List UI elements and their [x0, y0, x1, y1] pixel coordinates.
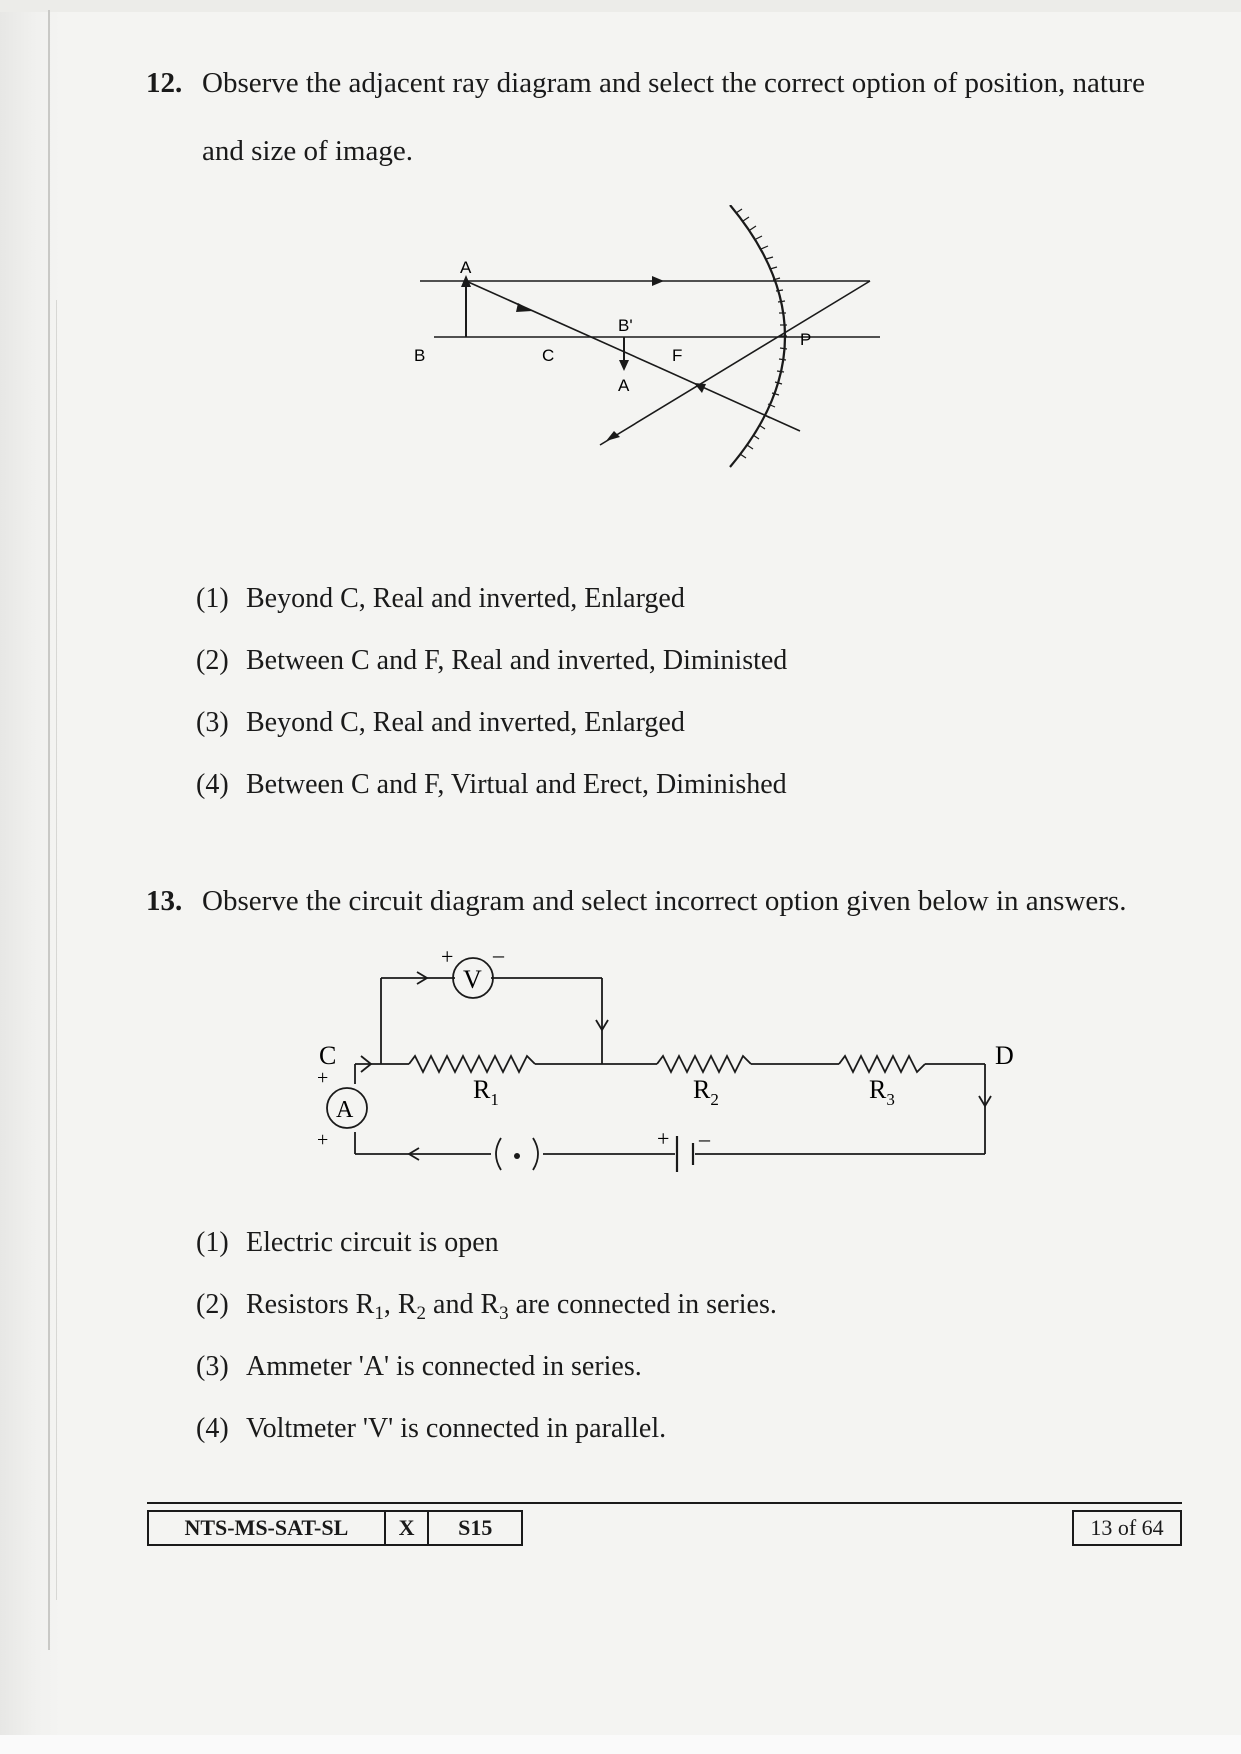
r1-label	[473, 1075, 499, 1109]
q13-option-2-sub2: 2	[416, 1303, 427, 1324]
label-image-top: B'	[618, 316, 633, 335]
key-bracket-left	[496, 1138, 501, 1170]
question-12-text-line1: Observe the adjacent ray diagram and select the correct option of position, nature	[202, 67, 1145, 99]
r2-subscript: 2	[710, 1090, 719, 1109]
question-12-text-line2: and size of image.	[202, 135, 413, 167]
label-object-base: B	[414, 346, 426, 365]
q13-option-1-number: (1)	[196, 1227, 229, 1258]
q13-option-3	[196, 1350, 642, 1384]
q12-option-1-number: (1)	[196, 583, 229, 614]
ray-arrow-return	[694, 383, 706, 393]
q13-option-1-text: Electric circuit is open	[246, 1227, 499, 1258]
image-arrowhead	[619, 360, 629, 371]
q12-option-2	[196, 644, 787, 678]
r3-subscript: 3	[886, 1090, 895, 1109]
resistor-r3	[839, 1056, 925, 1072]
scan-top-edge	[0, 0, 1241, 12]
q13-option-2-text-d: are connected in series.	[508, 1289, 777, 1320]
q13-option-2-text-a: Resistors R	[246, 1289, 375, 1320]
key-dot	[514, 1153, 520, 1159]
footer-set: S15	[458, 1515, 493, 1540]
q12-option-3	[196, 706, 685, 740]
footer-paper-code: NTS-MS-SAT-SL	[149, 1512, 386, 1544]
footer-page-number: 13 of 64	[1090, 1515, 1164, 1540]
scan-bottom-edge	[0, 1735, 1241, 1754]
scan-fold-line	[48, 10, 50, 1650]
ray-arrow-reflected	[606, 431, 620, 441]
r3-label	[869, 1075, 895, 1109]
voltmeter-minus: –	[493, 942, 504, 967]
ray-arrow-right	[652, 276, 664, 286]
footer-rule	[147, 1502, 1182, 1504]
q12-option-4-text: Between C and F, Virtual and Erect, Diminished	[246, 769, 787, 800]
label-pole: P	[800, 330, 812, 349]
question-13-number: 13.	[146, 885, 183, 917]
r1-subscript: 1	[490, 1090, 499, 1109]
point-d-label: D	[995, 1041, 1014, 1070]
q12-option-3-number: (3)	[196, 707, 229, 738]
q13-option-2	[196, 1288, 777, 1322]
r3-letter: R	[869, 1075, 887, 1104]
resistor-r2	[657, 1056, 751, 1072]
q12-option-1	[196, 582, 685, 616]
question-13-text-line1: Observe the circuit diagram and select incorrect option given below in answers.	[202, 885, 1127, 917]
resistor-r1	[409, 1056, 535, 1072]
ammeter-label: A	[336, 1097, 354, 1123]
point-c-label: C	[319, 1041, 337, 1070]
q12-option-2-text: Between C and F, Real and inverted, Diministed	[246, 645, 788, 676]
label-object-top: A	[460, 258, 472, 277]
question-12-number: 12.	[146, 67, 183, 99]
ray-arrow-c	[516, 303, 532, 312]
question-13	[146, 884, 1126, 918]
voltmeter-label: V	[463, 965, 482, 994]
concave-mirror	[730, 205, 785, 467]
q13-option-2-sub1: 1	[374, 1303, 384, 1324]
footer-class: X	[386, 1512, 430, 1544]
ammeter-plus-bottom: +	[317, 1129, 329, 1151]
ammeter-plus-top: +	[317, 1067, 329, 1089]
q13-option-4-number: (4)	[196, 1413, 229, 1444]
battery-minus: –	[699, 1126, 710, 1151]
q13-option-1	[196, 1226, 499, 1260]
battery-plus: +	[657, 1126, 670, 1151]
q13-option-3-number: (3)	[196, 1351, 229, 1382]
scan-shadow	[0, 0, 62, 1754]
ray-reflected-through-f	[600, 281, 870, 445]
q13-option-2-text-b: , R	[383, 1289, 417, 1320]
r2-letter: R	[693, 1075, 711, 1104]
ray-diagram	[400, 205, 900, 535]
label-focus: F	[672, 346, 683, 365]
q13-option-4-text: Voltmeter 'V' is connected in parallel.	[246, 1413, 667, 1444]
q12-option-3-text: Beyond C, Real and inverted, Enlarged	[246, 707, 685, 738]
q13-option-2-number: (2)	[196, 1289, 229, 1320]
q13-option-4	[196, 1412, 666, 1446]
footer-page-box	[1072, 1510, 1182, 1546]
footer-code-box	[147, 1510, 523, 1546]
voltmeter-plus: +	[441, 944, 454, 969]
q13-option-2-sub3: 3	[499, 1303, 509, 1324]
q13-option-2-text-c: and R	[426, 1289, 500, 1320]
q12-option-4-number: (4)	[196, 769, 229, 800]
r2-label	[693, 1075, 719, 1109]
scan-fold-line-secondary	[56, 300, 57, 1600]
q13-option-3-text: Ammeter 'A' is connected in series.	[246, 1351, 642, 1382]
label-centre: C	[542, 346, 555, 365]
circuit-diagram	[305, 940, 1025, 1180]
label-image-tip: A	[618, 376, 630, 395]
key-bracket-right	[533, 1138, 538, 1170]
q12-option-1-text: Beyond C, Real and inverted, Enlarged	[246, 583, 685, 614]
q12-option-2-number: (2)	[196, 645, 229, 676]
question-12	[146, 66, 1145, 100]
r1-letter: R	[473, 1075, 491, 1104]
q12-option-4	[196, 768, 787, 802]
